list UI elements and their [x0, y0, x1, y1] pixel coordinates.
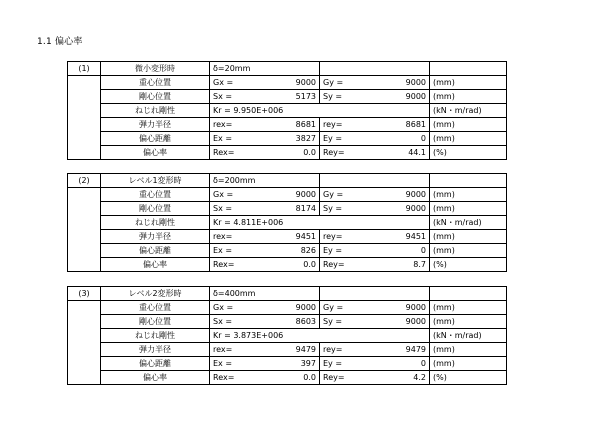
row-label: 偏心率: [101, 371, 210, 385]
x-cell: [210, 244, 320, 258]
table-row: [68, 244, 507, 258]
x-value: 0.0: [303, 147, 316, 157]
table-row: [68, 371, 507, 385]
y-value: 8681: [405, 119, 426, 129]
row-id-empty: [68, 230, 101, 244]
y-value: 9451: [405, 231, 426, 241]
y-value: 44.1: [408, 147, 426, 157]
y-value: 8.7: [413, 259, 426, 269]
eccentricity-table: [67, 286, 507, 385]
x-label: rex=: [213, 344, 233, 354]
x-label: rex=: [213, 231, 233, 241]
table-row: [68, 343, 507, 357]
unit: (mm): [430, 357, 507, 371]
y-label: Sy =: [323, 91, 343, 101]
unit: (mm): [430, 343, 507, 357]
x-value: 9000: [295, 77, 316, 87]
x-value: 8681: [295, 119, 316, 129]
y-value: 9000: [405, 316, 426, 326]
y-label: Ey =: [323, 245, 343, 255]
x-cell: [210, 343, 320, 357]
x-label: Gx =: [213, 77, 234, 87]
y-cell: [320, 357, 430, 371]
table-row: [68, 258, 507, 272]
header-empty: [320, 62, 430, 76]
y-label: Gy =: [323, 302, 344, 312]
y-label: Ey =: [323, 358, 343, 368]
x-label: Rex=: [213, 259, 235, 269]
unit: (%): [430, 146, 507, 160]
y-value: 0: [420, 358, 426, 368]
row-id-empty: [68, 104, 101, 118]
unit: (mm): [430, 118, 507, 132]
y-label: Gy =: [323, 189, 344, 199]
x-cell: [210, 357, 320, 371]
row-label: 剛心位置: [101, 315, 210, 329]
row-label: 偏心率: [101, 146, 210, 160]
row-id-empty: [68, 132, 101, 146]
y-value: 9000: [405, 91, 426, 101]
y-label: Rey=: [323, 259, 345, 269]
unit: (mm): [430, 230, 507, 244]
x-value: 826: [300, 245, 316, 255]
table-row: [68, 188, 507, 202]
x-label: Ex =: [213, 358, 233, 368]
row-label: 偏心距離: [101, 132, 210, 146]
unit: (mm): [430, 132, 507, 146]
row-label: 重心位置: [101, 188, 210, 202]
row-id-empty: [68, 301, 101, 315]
unit: (kN・m/rad): [430, 329, 507, 343]
row-label: 偏心距離: [101, 244, 210, 258]
y-value: 9479: [405, 344, 426, 354]
x-label: Gx =: [213, 302, 234, 312]
y-cell: [320, 188, 430, 202]
unit: (kN・m/rad): [430, 104, 507, 118]
table-row: [68, 104, 507, 118]
unit: (mm): [430, 76, 507, 90]
x-cell: [210, 76, 320, 90]
row-id-empty: [68, 357, 101, 371]
y-cell: [320, 76, 430, 90]
table-row: [68, 301, 507, 315]
x-cell: [210, 188, 320, 202]
x-label: Gx =: [213, 189, 234, 199]
table-header-row: [68, 174, 507, 188]
table-row: [68, 202, 507, 216]
row-label: ねじれ剛性: [101, 104, 210, 118]
unit: (%): [430, 258, 507, 272]
case-title: 微小変形時: [101, 62, 210, 76]
y-label: Ey =: [323, 133, 343, 143]
row-id-empty: [68, 258, 101, 272]
table-row: [68, 118, 507, 132]
row-label: 弾力半径: [101, 118, 210, 132]
row-label: 偏心率: [101, 258, 210, 272]
y-cell: [320, 343, 430, 357]
x-cell: [210, 315, 320, 329]
row-empty: [320, 329, 430, 343]
header-empty: [430, 174, 507, 188]
row-label: ねじれ剛性: [101, 216, 210, 230]
x-cell: [210, 371, 320, 385]
x-label: Sx =: [213, 91, 233, 101]
y-value: 9000: [405, 77, 426, 87]
y-cell: [320, 230, 430, 244]
case-displacement: δ=400mm: [210, 287, 320, 301]
y-label: Rey=: [323, 372, 345, 382]
table-row: [68, 230, 507, 244]
y-cell: [320, 301, 430, 315]
x-label: Ex =: [213, 245, 233, 255]
row-label: 弾力半径: [101, 343, 210, 357]
y-cell: [320, 132, 430, 146]
case-id: (2): [68, 174, 101, 188]
x-value: 0.0: [303, 372, 316, 382]
x-cell: [210, 230, 320, 244]
row-id-empty: [68, 202, 101, 216]
row-label: 重心位置: [101, 301, 210, 315]
table-row: [68, 216, 507, 230]
table-row: [68, 357, 507, 371]
eccentricity-table: [67, 61, 507, 160]
row-label: 剛心位置: [101, 90, 210, 104]
x-value: 8603: [295, 316, 316, 326]
y-label: Sy =: [323, 203, 343, 213]
y-label: rey=: [323, 119, 343, 129]
row-id-empty: [68, 76, 101, 90]
x-value: 3827: [295, 133, 316, 143]
x-label: Sx =: [213, 316, 233, 326]
x-label: Rex=: [213, 372, 235, 382]
case-id: (1): [68, 62, 101, 76]
unit: (mm): [430, 90, 507, 104]
x-cell: [210, 90, 320, 104]
row-id-empty: [68, 329, 101, 343]
row-label: 偏心距離: [101, 357, 210, 371]
y-value: 9000: [405, 302, 426, 312]
y-value: 9000: [405, 189, 426, 199]
unit: (%): [430, 371, 507, 385]
row-id-empty: [68, 146, 101, 160]
x-label: Ex =: [213, 133, 233, 143]
y-value: 0: [420, 245, 426, 255]
row-empty: [320, 104, 430, 118]
y-value: 0: [420, 133, 426, 143]
y-label: Gy =: [323, 77, 344, 87]
case-title: レベル1変形時: [101, 174, 210, 188]
y-cell: [320, 315, 430, 329]
table-header-row: [68, 62, 507, 76]
y-cell: [320, 258, 430, 272]
section-heading: 1.1 偏心率: [37, 37, 83, 47]
row-label: ねじれ剛性: [101, 329, 210, 343]
row-empty: [320, 216, 430, 230]
x-value: 9000: [295, 302, 316, 312]
torsional-stiffness-value: Kr = 4.811E+006: [210, 216, 320, 230]
x-cell: [210, 132, 320, 146]
y-value: 9000: [405, 203, 426, 213]
row-id-empty: [68, 343, 101, 357]
y-cell: [320, 118, 430, 132]
unit: (mm): [430, 244, 507, 258]
x-cell: [210, 258, 320, 272]
header-empty: [320, 287, 430, 301]
row-id-empty: [68, 188, 101, 202]
y-label: Sy =: [323, 316, 343, 326]
y-cell: [320, 371, 430, 385]
case-displacement: δ=200mm: [210, 174, 320, 188]
row-id-empty: [68, 244, 101, 258]
row-label: 剛心位置: [101, 202, 210, 216]
unit: (mm): [430, 301, 507, 315]
table-row: [68, 329, 507, 343]
row-label: 弾力半径: [101, 230, 210, 244]
row-label: 重心位置: [101, 76, 210, 90]
header-empty: [430, 287, 507, 301]
row-id-empty: [68, 371, 101, 385]
eccentricity-table: [67, 173, 507, 272]
x-value: 0.0: [303, 259, 316, 269]
y-label: rey=: [323, 344, 343, 354]
x-value: 5173: [295, 91, 316, 101]
x-label: Rex=: [213, 147, 235, 157]
y-label: rey=: [323, 231, 343, 241]
x-label: Sx =: [213, 203, 233, 213]
case-title: レベル2変形時: [101, 287, 210, 301]
y-label: Rey=: [323, 147, 345, 157]
table-row: [68, 315, 507, 329]
x-cell: [210, 146, 320, 160]
x-cell: [210, 202, 320, 216]
table-row: [68, 146, 507, 160]
row-id-empty: [68, 118, 101, 132]
x-value: 9479: [295, 344, 316, 354]
x-value: 9451: [295, 231, 316, 241]
y-value: 4.2: [413, 372, 426, 382]
y-cell: [320, 146, 430, 160]
row-id-empty: [68, 90, 101, 104]
unit: (mm): [430, 188, 507, 202]
table-header-row: [68, 287, 507, 301]
torsional-stiffness-value: Kr = 9.950E+006: [210, 104, 320, 118]
table-row: [68, 76, 507, 90]
x-cell: [210, 301, 320, 315]
y-cell: [320, 202, 430, 216]
table-row: [68, 90, 507, 104]
table-row: [68, 132, 507, 146]
row-id-empty: [68, 315, 101, 329]
x-value: 9000: [295, 189, 316, 199]
case-displacement: δ=20mm: [210, 62, 320, 76]
y-cell: [320, 244, 430, 258]
x-value: 397: [300, 358, 316, 368]
x-cell: [210, 118, 320, 132]
x-value: 8174: [295, 203, 316, 213]
unit: (mm): [430, 202, 507, 216]
unit: (kN・m/rad): [430, 216, 507, 230]
row-id-empty: [68, 216, 101, 230]
torsional-stiffness-value: Kr = 3.873E+006: [210, 329, 320, 343]
y-cell: [320, 90, 430, 104]
case-id: (3): [68, 287, 101, 301]
header-empty: [430, 62, 507, 76]
unit: (mm): [430, 315, 507, 329]
header-empty: [320, 174, 430, 188]
x-label: rex=: [213, 119, 233, 129]
